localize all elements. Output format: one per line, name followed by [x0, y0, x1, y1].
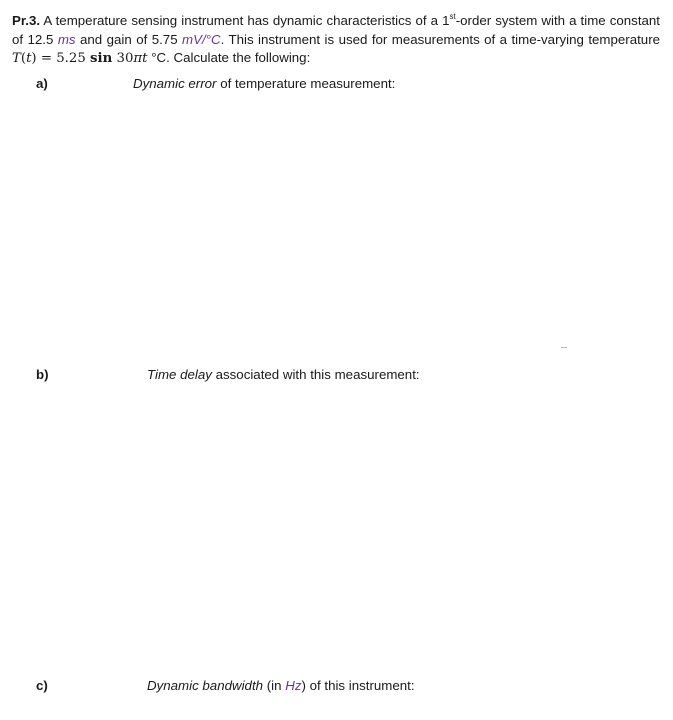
- eq-t: t: [26, 51, 32, 66]
- eq-T: T: [12, 51, 21, 66]
- part-b-label: b): [36, 367, 49, 382]
- part-c-label: c): [36, 678, 48, 693]
- part-a-emphasis: Dynamic error: [133, 76, 217, 91]
- stray-mark: [561, 347, 567, 348]
- part-c-emphasis: Dynamic bandwidth: [147, 678, 264, 693]
- part-a-text: of temperature measurement:: [216, 76, 396, 91]
- part-c-text-mid: (in: [263, 678, 286, 693]
- problem-number: Pr.3.: [12, 13, 41, 28]
- gain-unit: mV/°C: [182, 31, 221, 47]
- part-c-text: ) of this instrument:: [301, 678, 415, 693]
- part-c-unit: Hz: [285, 678, 302, 693]
- part-b-emphasis: Time delay: [147, 367, 212, 382]
- problem-text-4: . This instrument is used for measurements of a time-varying temperature: [220, 31, 661, 47]
- eq-t2: t: [142, 51, 148, 66]
- part-a-label: a): [36, 76, 48, 91]
- ordinal-suffix: st: [449, 12, 456, 21]
- problem-text-2: -order system with a time constant of 12.5: [12, 13, 660, 47]
- eq-arg: 30: [112, 51, 134, 66]
- eq-pi: π: [133, 51, 143, 66]
- problem-text-3: and gain of 5.75: [75, 31, 183, 47]
- eq-sin: sin: [90, 51, 113, 66]
- problem-statement: [12, 12, 660, 69]
- problem-text-5: °C. Calculate the following:: [147, 50, 311, 65]
- eq-paren-open: (: [20, 51, 27, 66]
- part-a-question: [133, 76, 395, 91]
- part-c-question: [147, 678, 415, 693]
- part-b-text: associated with this measurement:: [211, 367, 420, 382]
- eq-mid: ) = 5.25: [31, 51, 91, 66]
- part-b-question: [147, 367, 420, 382]
- problem-text-1: A temperature sensing instrument has dynamic characteristics of a 1: [40, 13, 450, 28]
- temperature-equation: [12, 51, 148, 66]
- time-constant-unit: ms: [57, 31, 76, 47]
